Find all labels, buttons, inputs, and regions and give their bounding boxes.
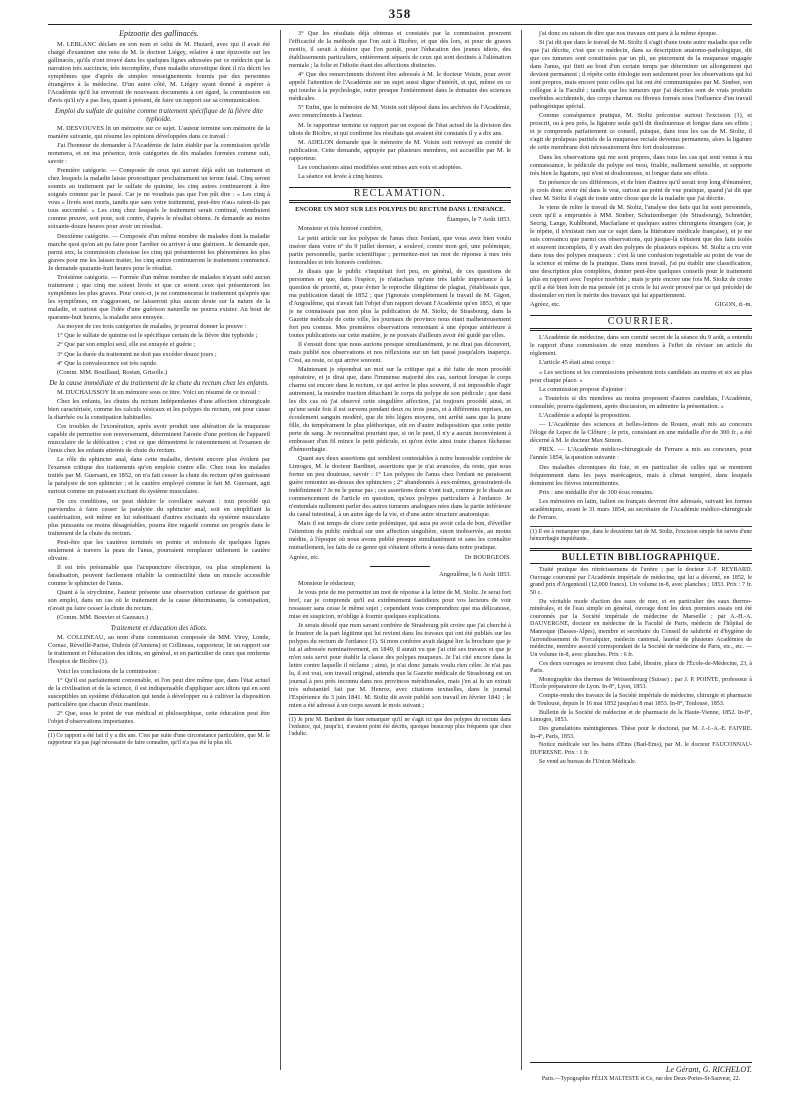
paragraph: 3° Que les résultats déjà obtenus et constatés par la commission prouvent l'efficacité de la méthode que l'on suit à Bicêtre, et que dès lors, et pour de graves motifs, il serait à désirer que l'on portât, pour l'éducation des jeunes idiots, des établissements particuliers, entièrement séparés de ceux qui sont destinés à l'aliénation mentale ; la folie et l'idiotie étant des affections distinctes. [289, 30, 511, 69]
paragraph: Il s'ensuit donc que nous aurions presque simultanément, je ne dirai pas découvert, mais publié nos observations et nos réflexions sur un fait passé jusqu'alors inaperçu. C'est, au reste, ce qui arrive souvent. [289, 340, 511, 364]
bibliography-entry: Du véritable mode d'action des eaux de mer, et en particulier des eaux thermo-minérales, et de l'eau simple en général, ouvrage dont les deux premiers essais ont été couronnés par la Société impériale de médecine de Marseille ; par A.-H.-A. DAUVERGNE, docteur en médecine de la Faculté de Paris, médecin de l'hôpital de Manosque (Basses-Alpes), membre et secrétaire du Conseil de salubrité et d'hygiène de l'arrondissement de Forcalquier, médecin cantonal, lauréat de plusieurs Académies de médecine, membre associé correspondant de la Société de médecine de Paris, etc., etc. — Un volume in-8, avec planches. Prix : 6 fr. [530, 598, 752, 658]
bibliography-entry: Ces deux ouvrages se trouvent chez Labé, libraire, place de l'École-de-Médecine, 23, à Paris. [530, 660, 752, 675]
paragraph: Voici les conclusions de la commission : [57, 667, 160, 675]
signature-line [530, 301, 752, 309]
article-title-quinine: Emploi du sulfate de quinine comme traitement spécifique de la fièvre dite typhoïde. [55, 107, 263, 123]
bibliography-entry: Monographie des thermes de Weissenbourg (Suisse) ; par J. P. POINTE, professeur à l'École préparatoire de Lyon. In-8°, Lyon, 1853. [530, 676, 752, 691]
paragraph: En présence de ces différences, et de bien d'autres qu'il serait trop long d'énumérer, je crois donc avoir été dans le vrai, surtout au point de vue pratique, quand j'ai dit que chez M. Stoltz il s'agit de toute autre chose que de la maladie que j'ai décrite. [530, 178, 752, 202]
paragraph: L'Académie a adopté la proposition. [539, 412, 631, 420]
paragraph: Je vous prie de me permettre un mot de réponse à la lettre de M. Stoltz. Je serai fort bref, car je comprends qu'il est extrêmement fastidieux pour vos lecteurs de voir ressasser sans cesse le même sujet ; cependant vous comprendrez que ma délicatesse, mise en suspicion, m'oblige à fournir quelques explications. [289, 589, 511, 620]
paragraph: Comme conséquence pratique, M. Stoltz préconise surtout l'excision (1), et proscrit, ou à peu près, la ligature seule qu'il dit douloureuse et longue dans ses effets ; et je comprends parfaitement ce conseil, puisque, dans tous les cas de M. Stoltz, il s'agit de prolapsus partiels de la muqueuse rectale devenus permanens, alors la ligature de cette membrane doit nécessairement être fort douloureuse. [530, 112, 752, 152]
column-1 [48, 30, 270, 1070]
bibliography-entry: Notice médicale sur les bains d'Ems (Bad-Ems), par M. le docteur FAUCONNAU-DUFRESNE. Prix : 1 fr. [530, 742, 752, 756]
paragraph: L'Académie de médecine, dans son comité secret de la séance du 9 août, a entendu le rapport d'une commission de onze membres à l'effet de réviser un article du règlement. [530, 334, 752, 358]
footnote: (1) Il est à remarquer que, dans le deuxième fait de M. Stoltz, l'excision simple fut suivie d'une hémorrhagie inquiétante. [530, 526, 752, 543]
paragraph: J'ai l'honneur de demander à l'Académie de faire établir par la commission qu'elle nommera, et en ma présence, trois catégories de dix malades formées comme suit, savoir : [48, 142, 270, 166]
gerant-signature: Le Gérant, G. RICHELOT. [530, 1062, 752, 1074]
section-heading-reclamation: RÉCLAMATION. [289, 187, 511, 203]
paragraph: M. LEBLANC déclare en son nom et celui de M. Huzard, avec qui il avait été chargé d'examiner une note de M. le docteur Liégey, relative à une épizootie sur les gallinacés, qu'ils n'ont trouvé dans les quelques lignes adressées par ce médecin que la narration très succincte, très incomplète, d'une maladie enzootique dont il n'a décrit les symptômes que d'après de simples renseignements fournis par des personnes étrangères à la médecine. D'un autre côté, M. Liégey ayant donné à espérer à l'Académie qu'il lui enverrait de nouveaux documents à cet égard, la commission est d'avis qu'il n'y a pas lieu, quant à présent, de faire un rapport sur sa communication. [48, 41, 270, 104]
paragraph: La commission propose d'ajouter : [539, 385, 627, 393]
column-2 [289, 30, 511, 1070]
paragraph: Les mémoires en latin, italien ou français devront être adressés, suivant les formes académiques, avant le 31 mars 1854, au secrétaire de l'Académie médico-chirurgicale de Ferrare. [530, 498, 752, 521]
bibliography-entry: Des granulations méningiennes. Thèse pour le doctorat, par M. J.-J.-A.-E. FAIVRE. In-4°, Paris, 1853. [530, 726, 752, 740]
paragraph: Troisième catégorie. — Formée d'un même nombre de malades n'ayant subi aucun traitement ; que cinq me soient livrés et que ce soient ceux qui présenteront les symptômes les plus graves. Pour ceux-ci, je ne commencerai le traitement qu'après que les symptômes, en s'aggravant, ne laisseront plus aucun doute sur la nature de la maladie, et surtout que l'idée d'une guérison naturelle ne pourra exister. Au bout de quarante-huit heures, la maladie sera enrayée. [48, 273, 270, 321]
paragraph: « Les sections et les commissions présentent trois candidats au moins et six au plus pour chaque place. » [530, 368, 752, 384]
paragraph: Je serais désolé que mon savant confrère de Strasbourg pût croire que j'ai cherché à le frustrer de la part légitime qui lui revient dans les travaux qui ont été publiés sur les polypes du rectum de l'enfance (1). Si mon confrère avait daigné lire la brochure que je lui ai adressée nominativement, en 1849, il aurait vu que j'ai cité ses travaux et que je m'en suis servi pour établir la classe des polypes muqueux. Je l'ai cité encore dans la lettre contre laquelle il réclame ; ainsi, je n'ai donc jamais voulu rien céler. Je n'ai pas lu, il est vrai, son travail original, attendu que la Gazette médicale de Strasbourg est un journal à peu près inconnu dans nos provinces méridionales, mais j'en ai lu un extrait très substantiel fait par M. Henroz, avec citations textuelles, dans le journal l'Expérience du 3 juin 1841. M. Stoltz dit avoir publié son travail en février 1841 ; le mien a été adressé à un corps savant le mois suivant ; [289, 622, 511, 710]
paragraph: Première catégorie. — Composée de ceux qui auront déjà subi un traitement et chez lesquels la maladie laisse pronostiquer prochainement un terme fatal. Cinq seront soumis au traitement par le sulfate de quinine, les cinq autres continueront à être soignés comme par le passé. Car je ne voudrais pas que l'on pût dire : « Les cinq à vous » livrés sont morts, tandis que sans votre traitement, peut-être n'au» raient-ils pas tous succombé. » Les cinq chez lesquels le traitement serait continué, viendraient comme preuve, soit pour, soit contre, d'après le résultat obtenu. Je demande au moins soixante-douze heures pour avoir un résultat. [48, 167, 270, 231]
letter-heading: ENCORE UN MOT SUR LES POLYPES DU RECTUM DANS L'ENFANCE. [295, 206, 505, 214]
header-rule [48, 24, 752, 25]
signature: GIGON, d.-m. [714, 301, 752, 309]
paragraph: Dans les observations qui me sont propres, dans tous les cas qui sont venus à ma connaissance, le pédicule du polype est mou, friable, nullement sensible, et supporte très bien la ligature, qui n'est ni douloureuse, ni longue dans ses effets. [530, 153, 752, 177]
printer-imprint: Paris.—Typographie FÉLIX MALTESTE et Ce, rue des Deux-Portes-St-Sauveur, 22. [541, 1076, 741, 1082]
paragraph: Le petit article sur les polypes de l'anus chez l'enfant, que vous avez bien voulu insérer dans votre nº du 9 juillet dernier, a soulevé, contre mon gré, une polémique, partie personnelle, partie scientifique ; permettez-moi un mot de réponse à mes très honorables et très honorés confrères. [289, 234, 511, 266]
paragraph: 5° Enfin, que le mémoire de M. Voisin soit déposé dans les archives de l'Académie, avec remercîments à l'auteur. [289, 104, 511, 120]
article-title-idiots: Traitement et éducation des idiots. [110, 624, 208, 633]
paragraph: « Toutefois si dix membres au moins proposent d'autres candidats, l'Académie, consultée, pourra également, après discussion, en admettre la présentation. » [530, 394, 752, 410]
column-divider-2 [521, 30, 522, 1070]
paragraph: Maintenant je répondrai un mot sur la critique qui a été faite de mon procédé opératoire, et je dirai que, dans l'immense majorité des cas, surtout lorsque le corps charnu est encore dans le rectum, ce qui arrive le plus souvent, il est impossible d'agir autrement, la moindre traction détachant le corps du polype de son pédicule ; que dans les dix cas où j'ai observé cette singulière affection, j'ai toujours procédé ainsi, et qu'une seule fois il est survenu pendant deux ou trois jours, et à différentes reprises, un écoulement sanguin modéré, que de très légers moyens, ont arrêté sans que la jeune fille, du tempérament le plus pléthorique, eût en d'autre indisposition que cette petite perte de sang. Je reconnaîtrai pourtant que, si on le peut, il n'y a aucun inconvénient à embrasser d'un fil mince le petit pédicule, et qu'on évite ainsi toute chance fâcheuse d'hémorrhagie. [289, 366, 511, 454]
paragraph: 1° Qu'il est parfaitement convenable, et l'on peut dire même que, dans l'état actuel de la civilisation et de la science, il est indispensable d'appliquer aux idiots qui en sont susceptibles un système d'éducation qui tende à développer ou à cultiver la disposition particulière que chacun d'eux manifeste. [48, 676, 270, 708]
paragraph: Des maladies chroniques du foie, et en particulier de celles qui se montrent fréquemment dans les pays marécageux, mais à climat tempéré, dans lesquels dominent les fièvres intermittentes. [530, 463, 752, 487]
paragraph: M. COLLINEAU, au nom d'une commission composée de MM. Virey, Londe, Cornac, Réveillé-Parise, Dubois (d'Amiens) et Collineau, rapporteur, lit un rapport sur le traitement et l'éducation des idiots, en général, et en particulier de ceux que renferme l'hospice de Bicêtre (1). [48, 634, 270, 666]
paragraph: Mais il est temps de clore cette polémique, qui aura pu avoir cela de bon, d'éveiller l'attention du public médical sur une affection singulière, sinon inobservée, au moins inédite, à l'époque où nous avons publié presque simultanément et sans les connaître mutuellement, les faits de ce genre qui s'étaient offerts à nous dans notre pratique. [289, 520, 511, 552]
salutation: Monsieur le rédacteur, [298, 579, 355, 587]
paragraph: L'article 45 était ainsi conçu : [539, 359, 614, 367]
paragraph: Deuxième catégorie. — Composée d'un même nombre de malades dont la maladie marche quoi qu'on ait pu faire pour l'arrêter ou arriver à une guérison. Je demande que, parmi eux, la commission choisisse les cinq qui présenteront les phénomènes les plus graves pour me les laisser traiter, les cinq autres continueront le traitement commencé. Je demande quarante-huit heures pour le résultat. [48, 232, 270, 272]
paragraph: Chez les enfants, les chutes du rectum indépendantes d'une affection chirurgicale bien caractérisée, comme les calculs vésicaux et les polypes du rectum, ont pour cause la diarrhée ou la constipation habituelles. [48, 398, 270, 422]
paragraph: Quant à la strychnine, l'auteur présente une observation curieuse de guérison par son emploi, dans un cas où le traitement de la cause déterminante, la constipation, n'avait pu faire cesser la chute du rectum. [48, 589, 270, 613]
section-heading-courrier: COURRIER. [530, 315, 752, 331]
paragraph: M. DESVOUVES lit un mémoire sur ce sujet. L'auteur termine son mémoire de la manière suivante, qui résume les opinions développées dans ce travail : [48, 125, 270, 140]
paragraph: Le rôle du sphincter anal, dans cette maladie, devient encore plus évident par l'examen critique des traitements qu'on emploie contre elle. Chez tous les malades traités par M. Guersant, en 1852, on n'a fait cesser la chute du rectum qu'en guérissant la paralysie de son sphincter ; et le cautère employé comme le fait M. Guersant, agit surtout comme un puissant excitant du système musculaire. [48, 456, 270, 496]
bibliography-entry: Traité pratique des rétrécissemens de l'urètre ; par le docteur J.-F. REYBARD. Ouvrage couronné par l'Académie impériale de médecine, qui lui a décerné, en 1852, le grand prix d'Argenteuil (12,000 francs). Un volume in-8, avec planches ; 1853. Prix : 7 fr. 50 c. [530, 567, 752, 596]
paragraph: (Comm. MM. Bouvier et Gazeaux.) [57, 614, 149, 622]
paragraph: M. ADELON demande que le mémoire de M. Voisin soit renvoyé au comité de publication. Cette demande, appuyée par plusieurs membres, est accueillie par M. le rapporteur. [289, 138, 511, 162]
paragraph: 4° Que des remerciments doivent être adressés à M. le docteur Voisin, pour avoir appelé l'attention de l'Académie sur un sujet aussi digne d'intérêt, et qui, même en ce qui touche à la psychologie, outre presque l'entièrement dans le domaine des sciences médicales. [289, 71, 511, 103]
bibliography-entry: Compte-rendu des travaux de la Société impériale de médecine, chirurgie et pharmacie de Toulouse, depuis le 16 mai 1852 jusqu'au 8 mai 1853. In-8°, Toulouse, 1853. [530, 693, 752, 707]
paragraph: Si j'ai dit que dans le travail de M. Stoltz il s'agit d'une toute autre maladie que celle que j'ai décrite, c'est que ce médecin, dans sa description anatomo-pathologique, dit que ces tumeurs sont constituées par un pli, un pincement de la muqueuse engagée dans l'anus, qui finit au bout d'un certain temps par déterminer un allongement qui devient permanent ; il répète cette étiologie non seulement pour les observations qui lui sont propres, mais encore pour celles qui lui ont été communiquées par M. Stœber, son collègue à la Faculté ; tandis que les tumeurs que j'ai décrites sont de vrais produits morbides accidentels, des corps charnus ou fibreux formés sous l'influence d'un travail pathogénique spécial. [530, 39, 752, 111]
paragraph: Ces troubles de l'exonération, après avoir produit une altération de la muqueuse capable de permettre son renversement, déterminent l'atonie d'une portion de l'appareil musculaire de la défécation ; c'est ce que démontrent le raisonnement et l'examen de l'anus chez les enfants atteints de chute du rectum. [48, 423, 270, 455]
paragraph: Les conclusions ainsi modifiées sont mises aux voix et adoptées. [298, 163, 463, 171]
paragraph: Je disais que le public s'inquiétait fort peu, en général, de ces questions de personnes et que, dans l'espèce, je n'attachais qu'une très faible importance à la question de priorité, et, pour éviter le reproche illégitime de plagiat, j'établissais que, ma publication datait de 1852 ; que j'ignorais complètement le travail de M. Gigon, d'Angoulême, qui n'avait fait l'objet d'un rapport devant l'Académie qu'en 1853, et que je ne connaissais pas non plus la publication de M. Stoltz, de Strasbourg, dans la Gazette médicale de cette ville, les journaux de province nous étant malheureusement fort peu connus. Mes premières observations remontant à une époque antérieure à toutes publications sur cette matière, je ne pouvais d'ailleurs avoir été guidé par elles. [289, 267, 511, 339]
article-title-rectum: De la cause immédiate et du traitement de la chute du rectum chez les enfants. [49, 378, 269, 387]
paragraph: 2° Que, sous le point de vue médical et philosophique, cette éducation peut être l'objet d'observations importantes. [48, 709, 270, 725]
closing: Agréez, etc. [289, 553, 320, 561]
paragraph: 3° Que la durée du traitement ne doit pas excéder douze jours ; [57, 350, 217, 358]
article-title-epizootie: Épizootie des gallinacés. [119, 30, 199, 38]
paragraph: Quant aux deux assertions qui semblent contestables à notre honorable confrère de Limoges, M. le docteur Bardinet, assertions que je n'ai avancées, du reste, que sous forme un peu douteuse, savoir : 1° Les polypes de l'anus chez l'enfant ne paraissent guère remonter au-dessus des sphincters ; 2° abandonnés à eux-mêmes, grossiraient-ils indéfiniment ? Je ne le pense pas ; ces assertions donc n'ont trait, comme je le disais au commencement de l'article en question, qu'aux polypes particuliers à l'enfance. Je n'entendais nullement parler des autres tumeurs analogues nées dans la partie inférieure du canal intestinal, à un autre âge de la vie, et d'une autre structure anatomique. [289, 455, 511, 519]
salutation: Monsieur et très honoré confrère, [298, 225, 383, 233]
paragraph: 4° Que la convalescence est très rapide. [57, 359, 158, 367]
paragraph: j'ai donc eu raison de dire que nos travaux ont paru à la même époque. [539, 30, 718, 37]
paragraph: Au moyen de ces trois catégories de malades, je pourrai donner la preuve : [57, 322, 247, 330]
signature-line [289, 554, 511, 562]
paragraph: 1° Que le sulfate de quinine est le spécifique certain de la fièvre dite typhoïde ; [57, 332, 258, 340]
paragraph: M. DUCHAUSSOY lit un mémoire sous ce titre. Voici un résumé de ce travail : [57, 388, 260, 396]
paragraph: Peut-être que les cautères terminés en pointe et enfoncés de quelques lignes seulement à travers la peau de l'anus, pourraient remplacer utilement le cautère olivaire. [48, 538, 270, 562]
paragraph: De ces conditions, on peut déduire le corollaire suivant : tout procédé qui parviendra à faire cesser la paralysie du sphincter anal, soit en simplifiant la cautérisation, soit même en lui substituant d'autres excitants du système musculaire plus puissants ou moins désagréables, pourra être regardé comme un progrès dans le traitement de la chute du rectum. [48, 497, 270, 537]
footnote: (1) Je prie M. Bardinet de bien remarquer qu'il ne s'agit ici que des polypes du rectum dans l'enfance, qui, jusqu'ici, n'avaient point été décrits, quoique beaucoup plus fréquents que chez l'adulte. [289, 714, 511, 738]
paragraph: (Comm. MM. Bouillaud, Rostan, Grisolle.) [57, 368, 168, 376]
column-divider-1 [280, 30, 281, 1070]
paragraph: Je viens de relire le travail de M. Stoltz, l'analyse des faits qui lui sont personnels, ceux qu'il a empruntés à MM. Stœber, Schutzenberger (de Strasbourg), Schneider, Secrig, Lange, Kuhlbrand, Macfarlane et quelques autres chirurgiens étrangers (car, je le répète, il n'existait rien sur ce sujet dans la littérature médicale française), et je me suis convaincu que parmi ces observations, qui jusque-là n'étaient que des faits isolés et souvent incomplets, il y avait des polypes de plusieurs espèces. M. Stoltz a cru voir dans tous des polypes muqueux : c'est là une confusion regrettable au point de vue de la science et même de la pratique. Dans mon travail, j'ai pu établir une classification, une description plus complètes, donner peut-être quelques conseils pour le traitement plus en rapport avec l'espèce morbide ; mais je prie encore une fois M. Stoltz de croire qu'il a été bien loin de ma pensée (et je crois le lui avoir prouvé par ce qui précède) de dissimuler en rien le mérite des travaux qui lui appartiennent. [530, 203, 752, 299]
paragraph: La séance est levée à cinq heures. [298, 173, 384, 181]
dateline: Angoulême, le 6 Août 1853. [439, 570, 511, 578]
bibliography-entry: Bulletin de la Société de médecine et de pharmacie de la Haute-Vienne, 1852. In-8°, Limoges, 1853. [530, 709, 752, 724]
footer [530, 1062, 752, 1082]
dateline: Étampes, le 7 Août 1853. [446, 216, 511, 224]
paragraph: Prix : une médaille d'or de 100 écus romains. [539, 488, 654, 496]
paragraph: M. le rapporteur termine ce rapport par un exposé de l'état actuel de la division des idiots de Bicêtre, et qui confirme les résultats qui avaient été constatés il y a dix ans. [289, 121, 511, 137]
paragraph: 2° Que par son emploi seul, elle est enrayée et guérie ; [57, 341, 196, 349]
signature: Dr BOURGEOIS. [464, 553, 511, 561]
paragraph: PRIX. — L'Académie médico-chirurgicale de Ferrare a mis au concours, pour l'année 1854, la question suivante : [530, 446, 752, 462]
section-heading-bulletin: BULLETIN BIBLIOGRAPHIQUE. [530, 548, 752, 564]
bibliography-entry: Se vend au bureau de l'Union Médicale. [539, 758, 637, 765]
page-number: 358 [388, 6, 412, 21]
paragraph: — L'Académie des sciences et belles-lettres de Rouen, avait mis au concours l'éloge de Lepec de la Clôture ; le prix, consistant en une médaille d'or de 300 fr., a été décerné à M. le docteur Max Simon. [530, 421, 752, 445]
column-3 [530, 30, 752, 1060]
separator [370, 566, 430, 567]
paragraph: Il est très présumable que l'acupuncture électrique, ou plus simplement la faradisation, peuvent facilement rétablir la contractilité dans un muscle accessible comme le sphincter de l'anus. [48, 564, 270, 587]
footnote: (1) Ce rapport a été fait il y a dix ans. C'est par suite d'une circonstance particulière, que M. le rapporteur n'a pas jugé nécessaire de faire connaître, qu'il n'a pas été lu plus tôt. [48, 730, 270, 747]
closing: Agréez, etc. [530, 301, 561, 309]
